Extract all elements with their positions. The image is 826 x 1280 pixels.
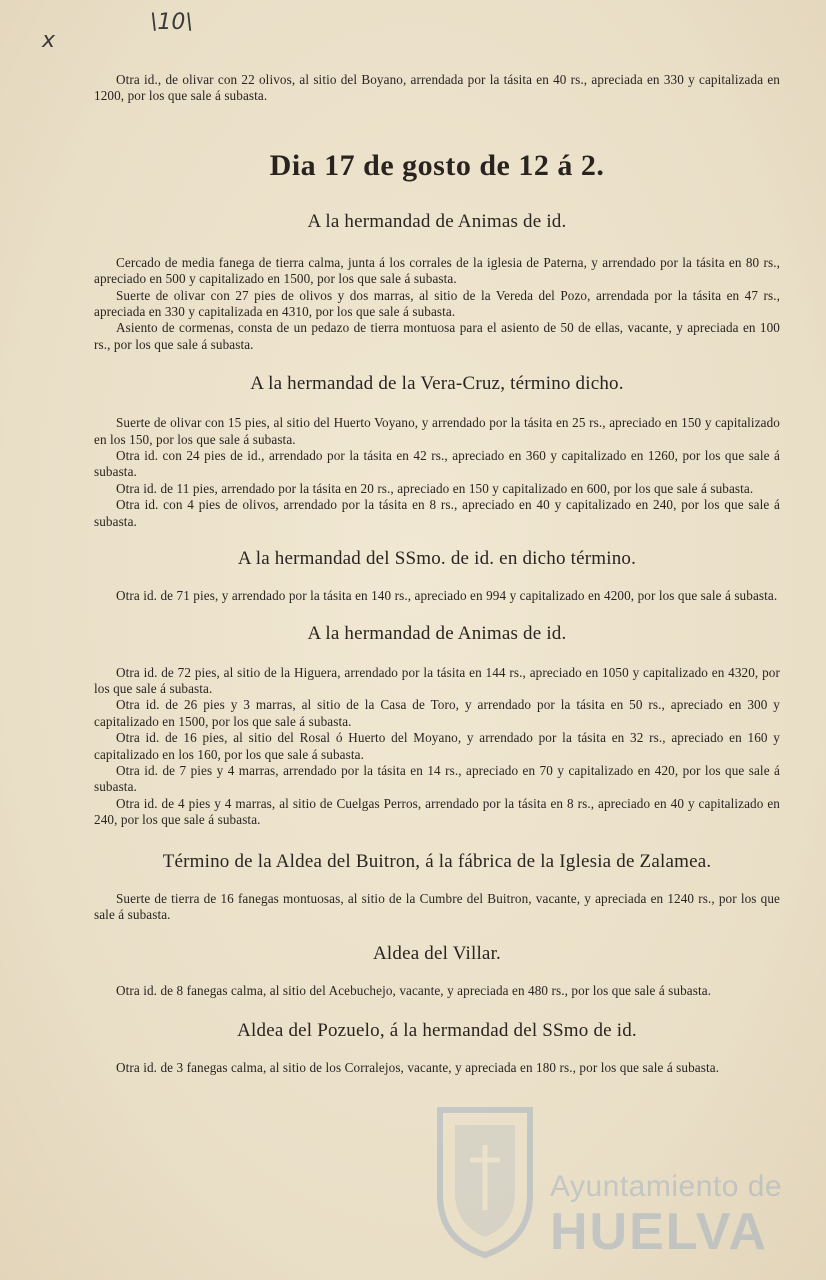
section-item: Otra id. de 7 pies y 4 marras, arrendado por la tásita en 14 rs., apreciado en 70 y capitalizado en 420, por los que sale á subasta. [94, 762, 780, 795]
city-shield-icon [430, 1100, 540, 1260]
section-heading: Término de la Aldea del Buitron, á la fábrica de la Iglesia de Zalamea. [162, 850, 712, 872]
section-item: Otra id. de 11 pies, arrendado por la tásita en 20 rs., apreciado en 150 y capitalizado en 600, por los que sale á subasta. [116, 480, 754, 496]
section-item: Otra id. de 72 pies, al sitio de la Higuera, arrendado por la tásita en 144 rs., apreciado en 1050 y capitalizado en 4320, por los que sale á subasta. [94, 664, 780, 696]
section-1 [94, 373, 780, 530]
section-item: Cercado de media fanega de tierra calma, junta á los corrales de la iglesia de Paterna, y arrendado por la tásita en 80 rs., apreciado en 500 y capitalizado en 1500, por los que sale á subasta. [94, 254, 780, 287]
section-0 [94, 211, 780, 353]
handwritten-page-number: \10\ [150, 10, 193, 35]
section-item: Otra id. con 24 pies de id., arrendado por la tásita en 42 rs., apreciado en 360 y capitalizado en 1260, por los que sale á subasta. [94, 448, 780, 480]
section-item: Otra id. con 4 pies de olivos, arrendado por la tásita en 8 rs., apreciado en 40 y capitalizado en 240, por los que sale á subasta. [94, 497, 780, 529]
section-item: Otra id. de 16 pies, al sitio del Rosal ó Huerto del Moyano, y arrendado por la tásita en 32 rs., apreciado en 160 y capitalizado en los 160, por los que sale á subasta. [94, 730, 780, 762]
section-item: Otra id. de 8 fanegas calma, al sitio del Acebuchejo, vacante, y apreciada en 480 rs., por los que sale á subasta. [116, 983, 712, 999]
section-5 [94, 943, 780, 999]
section-item: Otra id. de 71 pies, y arrendado por la tásita en 140 rs., apreciado en 994 y capitalizado en 4200, por los que sale á subasta. [116, 588, 778, 604]
intro-paragraph: Otra id., de olivar con 22 olivos, al sitio del Boyano, arrendada por la tásita en 40 rs., apreciada en 330 y capitalizada en 1200, por los que sale á subasta. [94, 72, 780, 104]
archive-watermark [430, 1100, 810, 1270]
section-item: Asiento de cormenas, consta de un pedazo de tierra montuosa para el asiento de 50 de ellas, vacante, y apreciada en 100 rs., por los que sale á subasta. [94, 320, 780, 352]
section-item: Otra id. de 3 fanegas calma, al sitio de los Corralejos, vacante, y apreciada en 180 rs., por los que sale á subasta. [116, 1059, 720, 1075]
section-heading: Aldea del Villar. [372, 943, 501, 965]
section-2 [94, 548, 780, 604]
section-heading: A la hermandad de Animas de id. [307, 210, 567, 232]
section-6 [94, 1020, 780, 1076]
section-heading: A la hermandad de Animas de id. [307, 622, 567, 644]
section-item: Otra id. de 4 pies y 4 marras, al sitio de Cuelgas Perros, arrendado por la tásita en 8 rs., apreciado en 40 y capitalizado en 240, por los que sale á subasta. [94, 795, 780, 828]
section-heading: Aldea del Pozuelo, á la hermandad del SSmo de id. [237, 1019, 637, 1041]
section-4 [94, 851, 780, 924]
watermark-line1: Ayuntamiento de [550, 1170, 783, 1203]
section-3 [94, 623, 780, 829]
handwritten-mark-x: x [42, 28, 56, 53]
section-item: Suerte de tierra de 16 fanegas montuosas, al sitio de la Cumbre del Buitron, vacante, y apreciada en 1240 rs., por los que sale á subasta. [94, 890, 780, 922]
section-heading: A la hermandad del SSmo. de id. en dicho término. [237, 548, 637, 570]
document-content [94, 72, 780, 1076]
section-item: Suerte de olivar con 27 pies de olivos y dos marras, al sitio de la Vereda del Pozo, arrendada por la tásita en 47 rs., apreciada en 330 y capitalizada en 4310, por los que sale á subasta. [94, 287, 780, 320]
section-item: Otra id. de 26 pies y 3 marras, al sitio de la Casa de Toro, y arrendado por la tásita en 50 rs., apreciado en 300 y capitalizado en 1500, por los que sale á subasta. [94, 697, 780, 729]
section-item: Suerte de olivar con 15 pies, al sitio del Huerto Voyano, y arrendado por la tásita en 25 rs., apreciado en 150 y capitalizado en los 150, por los que sale á subasta. [94, 415, 780, 447]
section-heading: A la hermandad de la Vera-Cruz, término dicho. [250, 373, 624, 395]
day-title: Dia 17 de gosto de 12 á 2. [269, 148, 605, 182]
watermark-line2: HUELVA [550, 1203, 769, 1261]
